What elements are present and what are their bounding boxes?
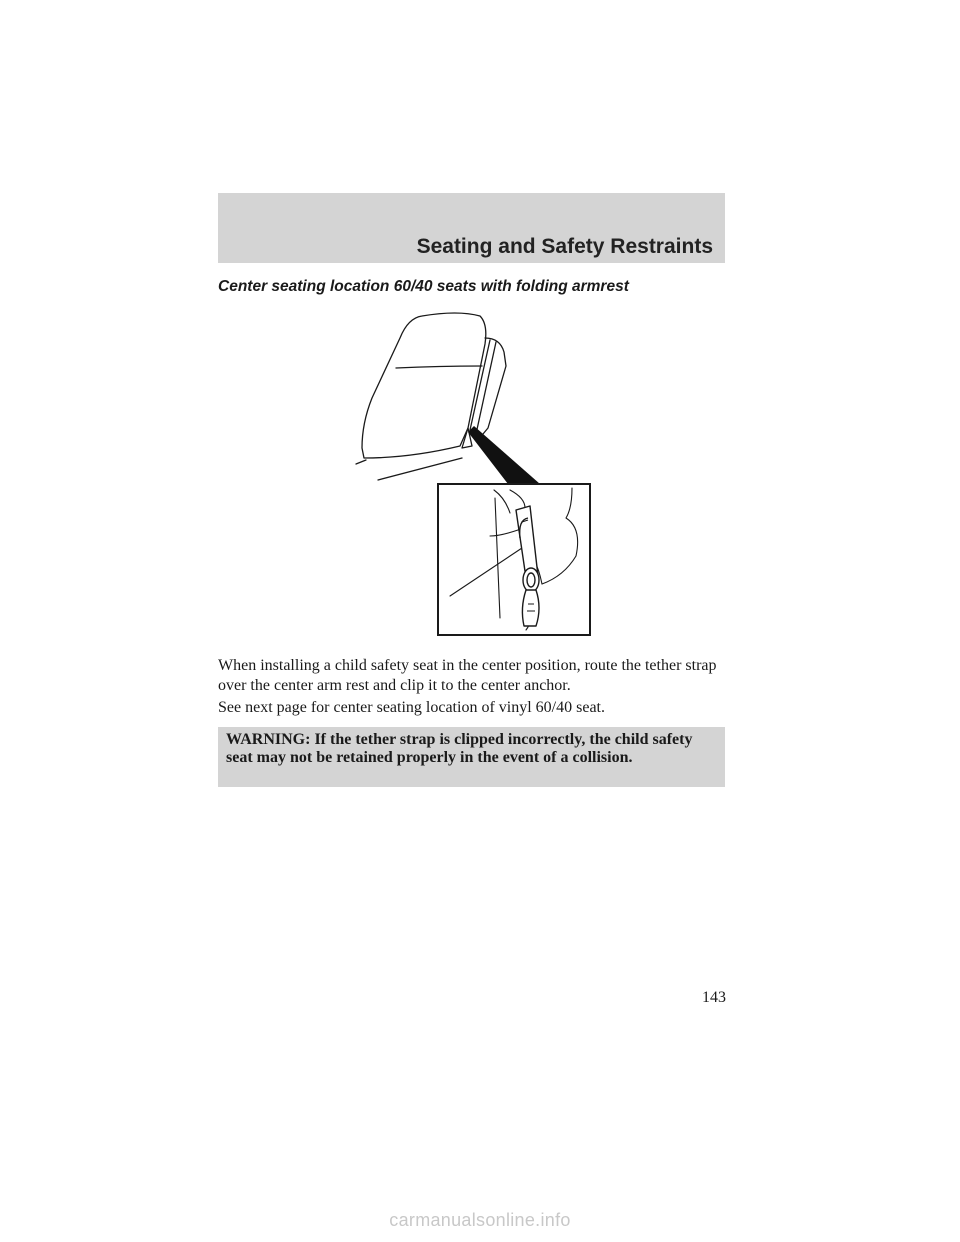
warning-text: WARNING: If the tether strap is clipped incorrectly, the child safety seat may not be retained properly in the event of a collision. <box>226 731 693 766</box>
page-number: 143 <box>702 989 726 1006</box>
body-paragraph: When installing a child safety seat in the center position, route the tether strap over the center arm rest and clip it to the center anchor. <box>218 657 717 694</box>
footer-watermark: carmanualsonline.info <box>389 1210 571 1230</box>
body-paragraph: See next page for center seating location of vinyl 60/40 seat. <box>218 699 605 716</box>
section-header-band <box>218 193 725 263</box>
seat-tether-strap-illustration <box>350 308 595 638</box>
subheading: Center seating location 60/40 seats with folding armrest <box>218 278 629 295</box>
section-title: Seating and Safety Restraints <box>416 235 713 258</box>
warning-box <box>218 727 725 787</box>
